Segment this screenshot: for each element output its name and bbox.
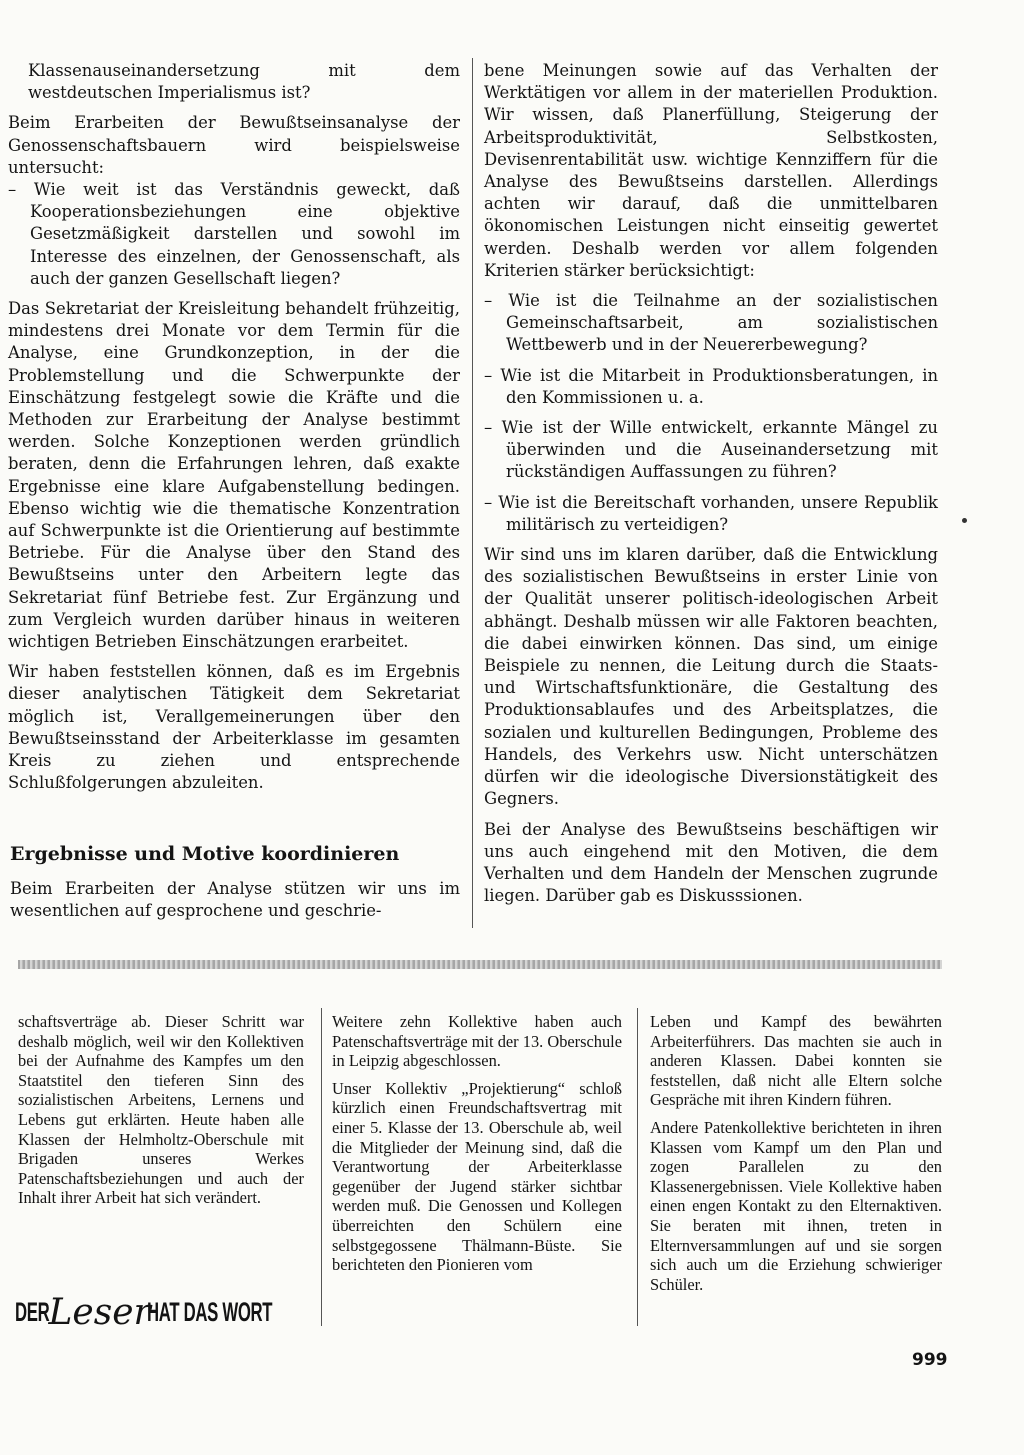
bottom-col3-para-2: Andere Patenkollektive berichteten in ihren Klassen vom Kampf um den Plan und zogen Parallelen zu den Klassenergebnissen. Viele Kollektive haben einen engen Kontakt zu den Elternaktiven. Sie beraten mit ihnen, treten in Elternversammlungen auf und sie sorgen sich auch um die Erziehung schwieriger Schüler. [650,1117,942,1294]
bottom-col2-para-1: Weitere zehn Kollektive haben auch Patenschaftsverträge mit der 13. Oberschule in Leipzig abgeschlossen. [332,1012,622,1071]
ink-dot [962,518,967,523]
bottom-col3-para-1: Leben und Kampf des bewährten Arbeiterführers. Das machten sie auch in anderen Klassen. Dabei konnten sie feststellen, daß nicht alle Eltern solche Gespräche mit ihren Kindern führen. [650,1012,942,1110]
left-para-4: Wir haben feststellen können, daß es im Ergebnis dieser analytischen Tätigkeit dem Sekretariat möglich ist, Verallgemeinerungen über den Bewußtseinsstand der Arbeiterklasse im gesamten Kreis zu ziehen und entsprechende Schlußfolgerungen abzuleiten. [8,662,460,793]
right-bullet-3: – Wie ist der Wille entwickelt, erkannte Mängel zu überwinden und die Auseinandersetzung mit rückständigen Auffassungen zu führen? [484,418,938,482]
bottom-col2-para-2: Unser Kollektiv „Projektierung“ schloß kürzlich einen Freundschaftsvertrag mit einer 5. Klasse der 13. Oberschule ab, weil die Mitglieder der Meinung sind, daß die Verantwortung der Arbeiterklasse gegenüber der Jugend stärker sichtbar werden muß. Die Genossen und Kollegen überreichten den Schülern eine selbstgegossene Thälmann-Büste. Sie berichteten den Pionieren vom [332,1078,622,1275]
left-para-2: Beim Erarbeiten der Bewußtseinsanalyse der Genossenschaftsbauern wird beispielsweise untersucht: [8,113,460,177]
right-bullet-2: – Wie ist die Mitarbeit in Produktionsberatungen, in den Kommissionen u. a. [484,365,938,407]
left-after-heading [10,878,460,922]
bottom-column-2 [332,1012,622,1275]
right-bullet-4: – Wie ist die Bereitschaft vorhanden, unsere Republik militärisch zu verteidigen? [484,492,938,534]
left-para-1: Klassenauseinandersetzung mit dem westdeutschen Imperialismus ist? [28,61,460,103]
bottom-col1-text: schaftsverträge ab. Dieser Schritt war deshalb möglich, weil wir den Kollektiven bei der Aufnahme des Kampfes um den Staatstitel den tieferen Sinn des sozialistischen Arbeitens, Lernens und Lebens gut erklärten. Heute haben alle Klassen der Helmholtz-Oberschule mit Brigaden unseres Werkes Patenschaftsbeziehungen und auch der Inhalt ihrer Arbeit hat sich verändert. [18,1012,304,1208]
section-heading: Ergebnisse und Motive koordinieren [10,843,400,865]
masthead-der: DER [15,1296,50,1327]
right-para-3: Bei der Analyse des Bewußtseins beschäftigen wir uns auch eingehend mit den Motiven, die dem Verhalten und dem Handeln der Menschen zugrunde liegen. Darüber gab es Diskusssionen. [484,819,938,906]
left-para-3: Das Sekretariat der Kreisleitung behandelt frühzeitig, mindestens drei Monate vor dem Termin für die Analyse, eine Grundkonzeption, in der die Problemstellung und die Schwerpunkte der Einschätzung festgelegt sowie die Kräfte und die Methoden zur Erarbeitung der Analyse bestimmt werden. Solche Konzeptionen werden gründlich beraten, denn die Erfahrungen lehren, daß exakte Ergebnisse eine klare Aufgabenstellung bedingen. Ebenso wichtig wie die thematische Konzentration auf Schwerpunkte ist die Orientierung auf bestimmte Betriebe. Für die Analyse über den Stand des Bewußtseins unter den Arbeitern legte das Sekretariat fünf Betriebe fest. Zur Ergänzung und zum Vergleich wurden darüber hinaus in weiteren wichtigen Betrieben Einschätzungen erarbeitet. [8,299,460,652]
right-bullet-1: – Wie ist die Teilnahme an der sozialistischen Gemeinschaftsarbeit, am sozialistischen Wettbewerb und in der Neuererbewegung? [484,291,938,355]
right-column [484,60,938,907]
page-number: 999 [912,1350,948,1370]
right-para-1: bene Meinungen sowie auf das Verhalten der Werktätigen vor allem in der materiellen Produktion. Wir wissen, daß Planerfüllung, Steigerung der Arbeitsproduktivität, Selbstkosten, Devisenrentabilität usw. wichtige Kennziffern für die Analyse des Bewußtseins darstellen. Allerdings achten wir darauf, daß die unmittelbaren ökonomischen Leistungen nicht einseitig gewertet werden. Deshalb werden vor allem folgenden Kriterien stärker berücksichtigt: [484,61,938,280]
bottom-column-1 [18,1012,304,1208]
right-para-2: Wir sind uns im klaren darüber, daß die Entwicklung des sozialistischen Bewußtseins in erster Linie von der Qualität unserer politisch-ideologischen Arbeit abhängt. Deshalb müssen wir alle Faktoren beachten, die dabei einwirken können. Das sind, um einige Beispiele zu nennen, die Leitung durch die Staats- und Wirtschaftsfunktionäre, die Gestaltung des Produktionsablaufes und des Arbeitsplatzes, die sozialen und kulturellen Bedingungen, Probleme des Handels, des Verkehrs usw. Nicht unterschätzen dürfen wir die ideologische Diversionstätigkeit des Gegners. [484,545,938,809]
left-para-5: Beim Erarbeiten der Analyse stützen wir uns im wesentlichen auf gesprochene und geschrie- [10,879,460,921]
left-bullet-1: – Wie weit ist das Verständnis geweckt, daß Kooperationsbeziehungen eine objektive Gesetzmäßigkeit darstellen und sowohl im Interesse des einzelnen, der Genossenschaft, als auch der ganzen Gesellschaft liegen? [8,180,460,288]
column-divider [472,58,473,928]
reader-masthead [15,1288,300,1336]
masthead-leser: Leser [48,1291,151,1333]
left-column [8,60,460,795]
bottom-divider-1 [321,1008,322,1326]
masthead-hat-das-wort: HAT DAS WORT [146,1296,272,1327]
bottom-divider-2 [637,1008,638,1326]
bottom-column-3 [650,1012,942,1294]
section-separator-band [18,960,942,969]
